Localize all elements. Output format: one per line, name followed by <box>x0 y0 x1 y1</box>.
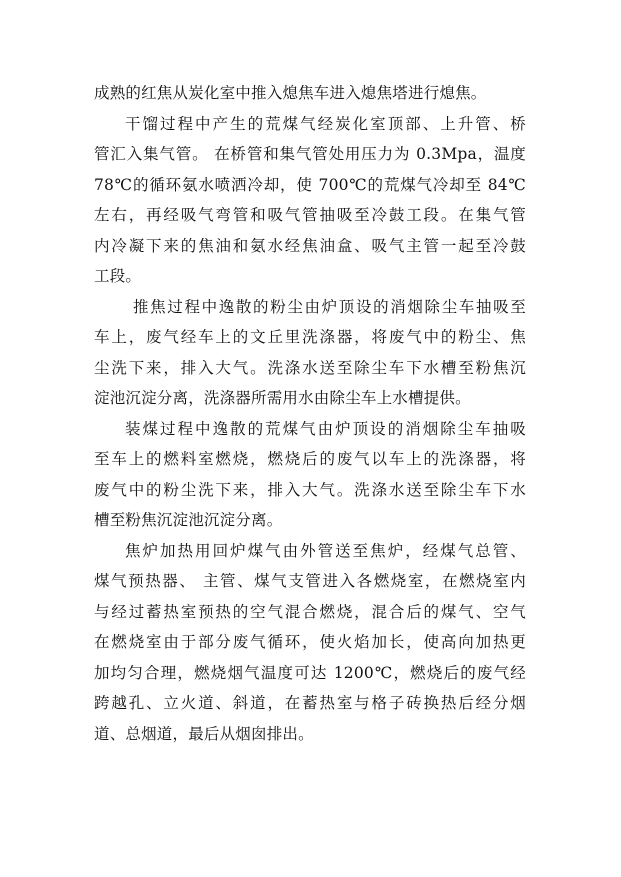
text-line: 左右，再经吸气弯管和吸气管抽吸至冷鼓工段。在集气管 <box>94 206 526 224</box>
document-body <box>94 78 526 749</box>
text-line: 加均匀合理，燃烧烟气温度可达 1200℃，燃烧后的废气经 <box>94 663 526 682</box>
paragraph-oven-heating <box>94 536 526 750</box>
paragraph-coal-charging <box>94 414 526 536</box>
text-line: 78℃的循环氨水喷洒冷却，使 700℃的荒煤气冷却至 84℃ <box>94 175 526 194</box>
text-line: 至车上的燃料室燃烧，燃烧后的废气以车上的洗涤器，将 <box>94 450 526 468</box>
text-line: 管汇入集气管。 在桥管和集气管处用压力为 0.3Mpa，温度 <box>94 145 526 163</box>
paragraph-coke-pushing-dust <box>94 292 526 414</box>
text-line: 焦炉加热用回炉煤气由外管送至焦炉，经煤气总管、 <box>125 541 526 560</box>
text-line: 尘洗下来，排入大气。洗涤水送至除尘车下水槽至粉焦沉 <box>94 358 526 377</box>
text-line: 跨越孔、立火道、斜道，在蓄热室与格子砖换热后经分烟 <box>94 694 526 712</box>
text-line: 车上，废气经车上的文丘里洗涤器，将废气中的粉尘、焦 <box>94 328 526 346</box>
text-line: 干馏过程中产生的荒煤气经炭化室顶部、上升管、桥 <box>125 114 526 133</box>
text-line: 工段。 <box>94 267 142 285</box>
paragraph-dry-distillation <box>94 109 526 292</box>
text-line: 煤气预热器、 主管、煤气支管进入各燃烧室，在燃烧室内 <box>94 572 526 590</box>
text-line: 道、总烟道，最后从烟囱排出。 <box>94 724 314 743</box>
text-line: 装煤过程中逸散的荒煤气由炉顶设的消烟除尘车抽吸 <box>125 419 526 438</box>
text-line: 与经过蓄热室预热的空气混合燃烧，混合后的煤气、空气 <box>94 602 526 621</box>
text-line: 内冷凝下来的焦油和氨水经焦油盒、吸气主管一起至冷鼓 <box>94 236 526 255</box>
text-line: 废气中的粉尘洗下来，排入大气。洗涤水送至除尘车下水 <box>94 480 526 499</box>
text-line: 淀池沉淀分离，洗涤器所需用水由除尘车上水槽提供。 <box>94 389 471 407</box>
text-line: 在燃烧室由于部分废气循环，使火焰加长，使高向加热更 <box>94 633 526 651</box>
text-line: 推焦过程中逸散的粉尘由炉顶设的消烟除尘车抽吸至 <box>133 297 526 316</box>
text-line: 成熟的红焦从炭化室中推入熄焦车进入熄焦塔进行熄焦。 <box>94 84 487 102</box>
paragraph-coke-pushing <box>94 78 526 109</box>
text-line: 槽至粉焦沉淀池沉淀分离。 <box>94 511 283 529</box>
